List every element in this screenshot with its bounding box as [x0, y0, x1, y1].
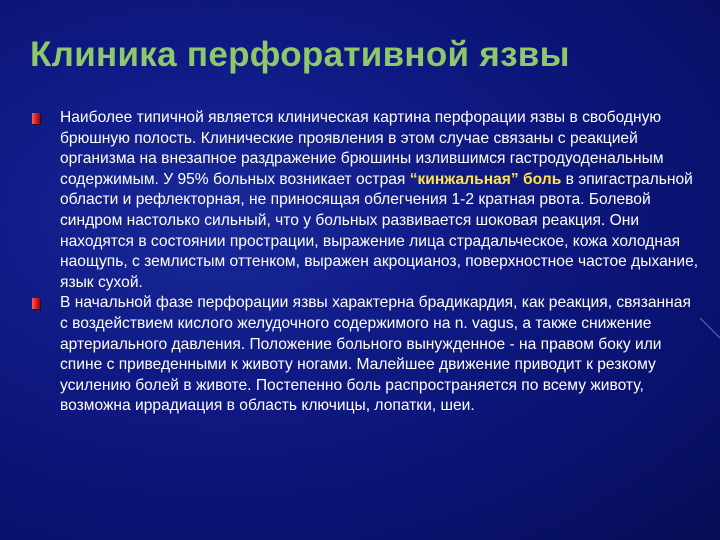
bullet-marker-icon — [32, 298, 40, 309]
bullet-1-text-end: в эпигастральной области и рефлекторная, не приносящая облегчения 1-2 кратная рвота. Болевой синдром настолько сильный, что у больных развивается шоковая реакция. Они находятся в состоянии прострации, выражение лица страдальческое, кожа холодная наощупь, с землистым оттенком, выражен акроцианоз, поверхностное частое дыхание, язык сухой. — [60, 170, 699, 291]
bullet-1-highlight: “кинжальная” боль — [409, 170, 562, 188]
bullet-item-2 — [30, 293, 702, 417]
bullet-marker-icon — [32, 113, 40, 124]
slide-content — [30, 108, 702, 417]
bullet-2-text: В начальной фазе перфорации язвы характерна брадикардия, как реакция, связанная с воздействием кислого желудочного содержимого на n. vagus, а также снижение артериального давления. Положение больного вынужденное - на правом боку или спине с приведенными к животу ногами. Малейшее движение приводит к резкому усилению болей в животе. Постепенно боль распространяется по всему животу, возможна иррадиация в область ключицы, лопатки, шеи. — [60, 294, 691, 415]
bullet-1-text-start: Наиболее типичной является клиническая картина перфорации язвы в свободную брюшную полость. Клинические проявления в этом случае связаны с реакцией организма на внезапное раздражение брюшины излившимся гастродуоденальным содержимым. У 95% больных возникает острая — [60, 109, 664, 188]
slide-title: Клиника перфоративной язвы — [30, 35, 570, 74]
bullet-item-1 — [30, 108, 702, 293]
